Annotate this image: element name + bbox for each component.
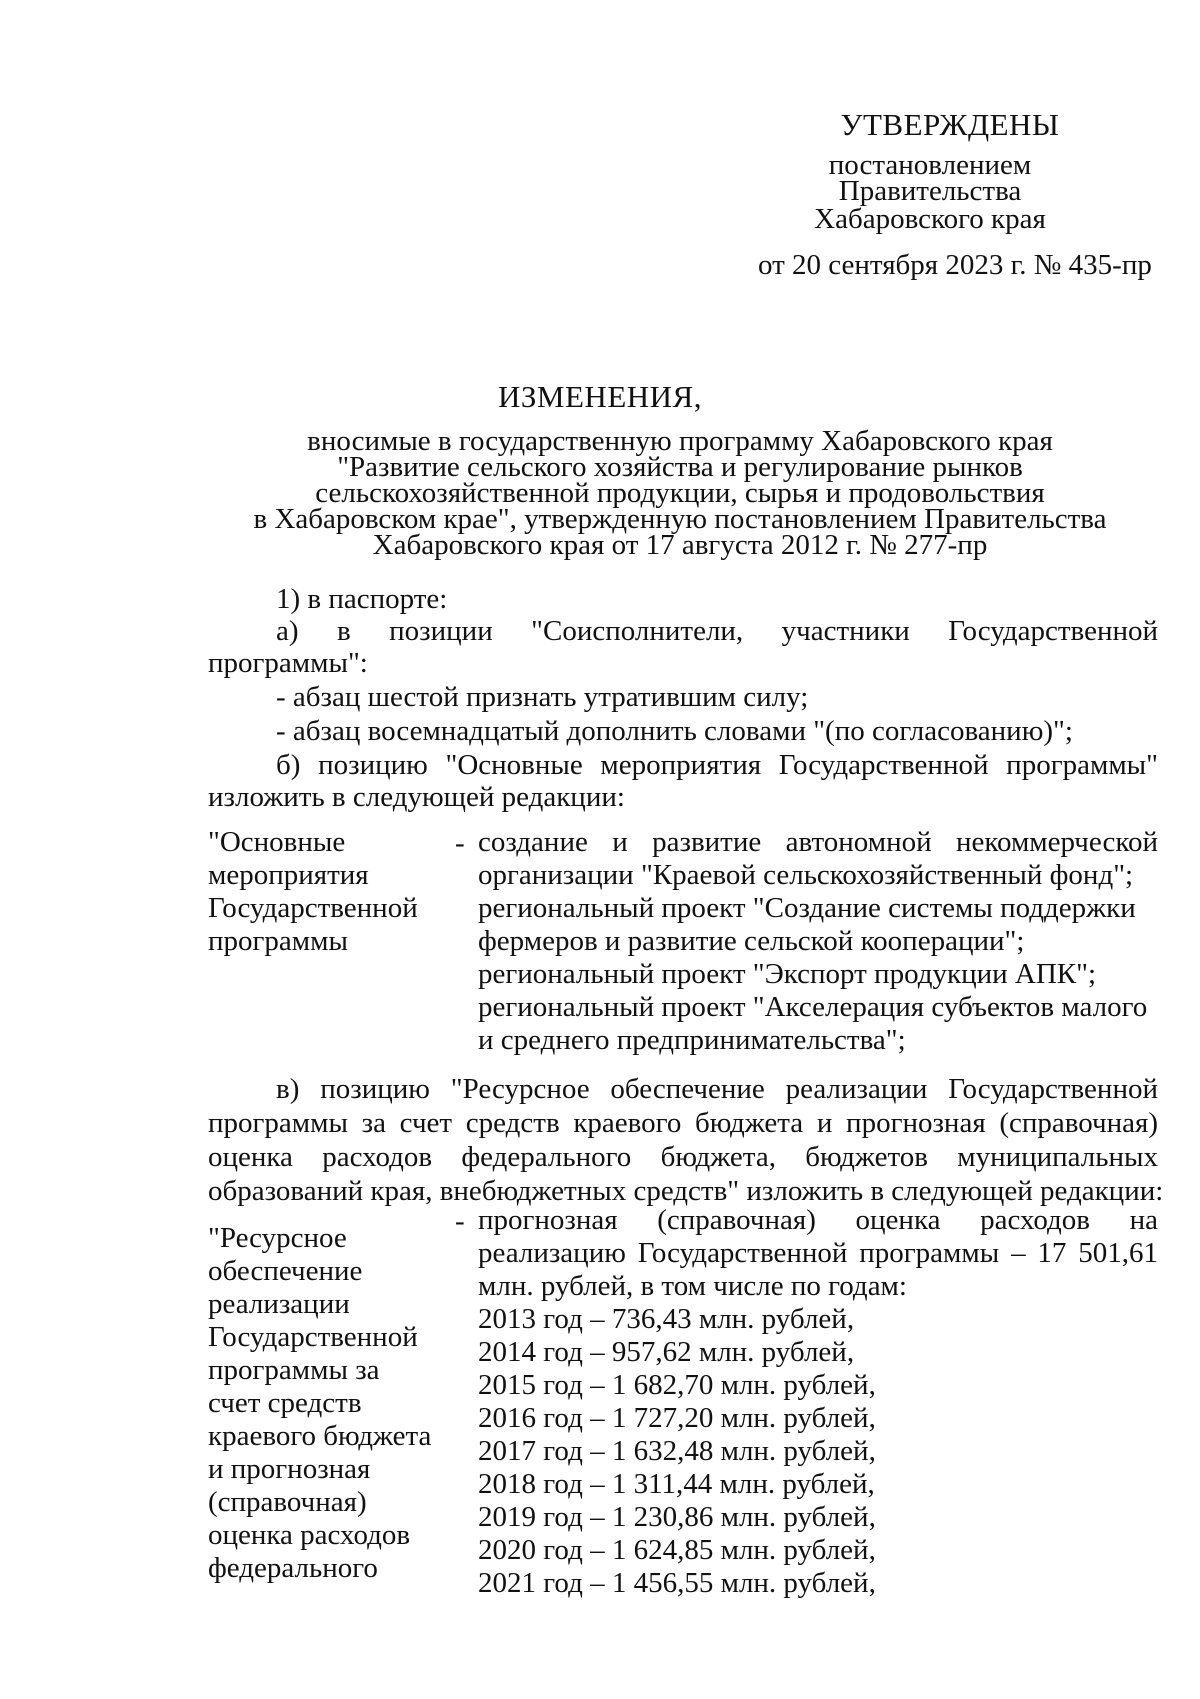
paragraph-item-v: в) позицию "Ресурсное обеспечение реализации Государственной [276, 1073, 1158, 1105]
document-subtitle-line: сельскохозяйственной продукции, сырья и продовольствия [315, 477, 1045, 509]
table-right-line: 2019 год – 1 230,86 млн. рублей, [478, 1501, 876, 1533]
paragraph-item-b-cont: изложить в следующей редакции: [208, 781, 625, 813]
table-dash: - [455, 1205, 465, 1237]
table-right-line: 2018 год – 1 311,44 млн. рублей, [478, 1468, 875, 1500]
table-right-line: региональный проект "Акселерация субъектов малого [478, 991, 1148, 1023]
document-subtitle-line: в Хабаровском крае", утвержденную постановлением Правительства [253, 503, 1107, 535]
table-right-line: млн. рублей, в том числе по годам: [478, 1270, 907, 1302]
table-left-cell: Государственной [208, 1321, 418, 1353]
table-right-line: 2014 год – 957,62 млн. рублей, [478, 1336, 855, 1368]
table-left-cell: "Основные [208, 826, 346, 858]
approval-line: Правительства [838, 175, 1022, 207]
document-subtitle-line: вносимые в государственную программу Хабаровского края [307, 425, 1053, 457]
paragraph-item-v-cont: оценка расходов федерального бюджета, бюджетов муниципальных [208, 1141, 1158, 1173]
paragraph-item-b: б) позицию "Основные мероприятия Государственной программы" [276, 749, 1158, 781]
table-right-line: организации "Краевой сельскохозяйственный фонд"; [478, 859, 1134, 891]
table-dash: - [455, 827, 465, 859]
approval-date: от 20 сентября 2023 г. № 435-пр [758, 249, 1152, 281]
table-left-cell: и прогнозная [208, 1453, 371, 1485]
paragraph-item-1: 1) в паспорте: [276, 583, 448, 615]
table-left-cell: программы за [208, 1354, 380, 1386]
table-left-cell: федерального [208, 1552, 378, 1584]
table-right-line: фермеров и развитие сельской кооперации"; [478, 925, 1025, 957]
approval-line: постановлением [828, 149, 1032, 181]
paragraph-dash: - абзац шестой признать утратившим силу; [276, 681, 809, 713]
table-right-line: реализацию Государственной программы – 17 501,61 [478, 1237, 1158, 1269]
paragraph-dash: - абзац восемнадцатый дополнить словами "(по согласованию)"; [276, 715, 1073, 747]
table-right-line: региональный проект "Создание системы поддержки [478, 892, 1136, 924]
paragraph-item-v-cont: образований края, внебюджетных средств" изложить в следующей редакции: [208, 1175, 1164, 1207]
table-right-line: 2021 год – 1 456,55 млн. рублей, [478, 1567, 876, 1599]
table-left-cell: Государственной [208, 892, 418, 924]
table-right-line: 2013 год – 736,43 млн. рублей, [478, 1303, 855, 1335]
table-left-cell: (справочная) [208, 1486, 367, 1518]
table-left-cell: "Ресурсное [208, 1222, 347, 1254]
table-right-line: 2015 год – 1 682,70 млн. рублей, [478, 1369, 876, 1401]
table-right-line: региональный проект "Экспорт продукции АПК"; [478, 958, 1097, 990]
paragraph-item-v-cont: программы за счет средств краевого бюджета и прогнозная (справочная) [208, 1107, 1158, 1139]
table-left-cell: оценка расходов [208, 1519, 411, 1551]
table-left-cell: счет средств [208, 1387, 362, 1419]
table-left-cell: программы [208, 925, 348, 957]
paragraph-item-a: а) в позиции "Соисполнители, участники Государственной [276, 615, 1158, 647]
table-right-line: создание и развитие автономной некоммерческой [478, 826, 1158, 858]
table-left-cell: обеспечение [208, 1255, 363, 1287]
table-right-line: прогнозная (справочная) оценка расходов на [478, 1204, 1158, 1236]
table-left-cell: реализации [208, 1288, 350, 1320]
paragraph-item-a-cont: программы": [208, 647, 368, 679]
table-right-line: 2016 год – 1 727,20 млн. рублей, [478, 1402, 876, 1434]
table-right-line: 2017 год – 1 632,48 млн. рублей, [478, 1435, 876, 1467]
approval-title: УТВЕРЖДЕНЫ [840, 107, 1060, 142]
table-right-line: и среднего предпринимательства"; [478, 1024, 906, 1056]
table-left-cell: краевого бюджета [208, 1420, 432, 1452]
table-left-cell: мероприятия [208, 859, 369, 891]
approval-line: Хабаровского края [814, 203, 1046, 235]
document-title: ИЗМЕНЕНИЯ, [498, 379, 702, 414]
table-right-line: 2020 год – 1 624,85 млн. рублей, [478, 1534, 876, 1566]
document-subtitle-line: Хабаровского края от 17 августа 2012 г. № 277-пр [372, 529, 988, 561]
document-subtitle-line: "Развитие сельского хозяйства и регулирование рынков [337, 451, 1023, 483]
